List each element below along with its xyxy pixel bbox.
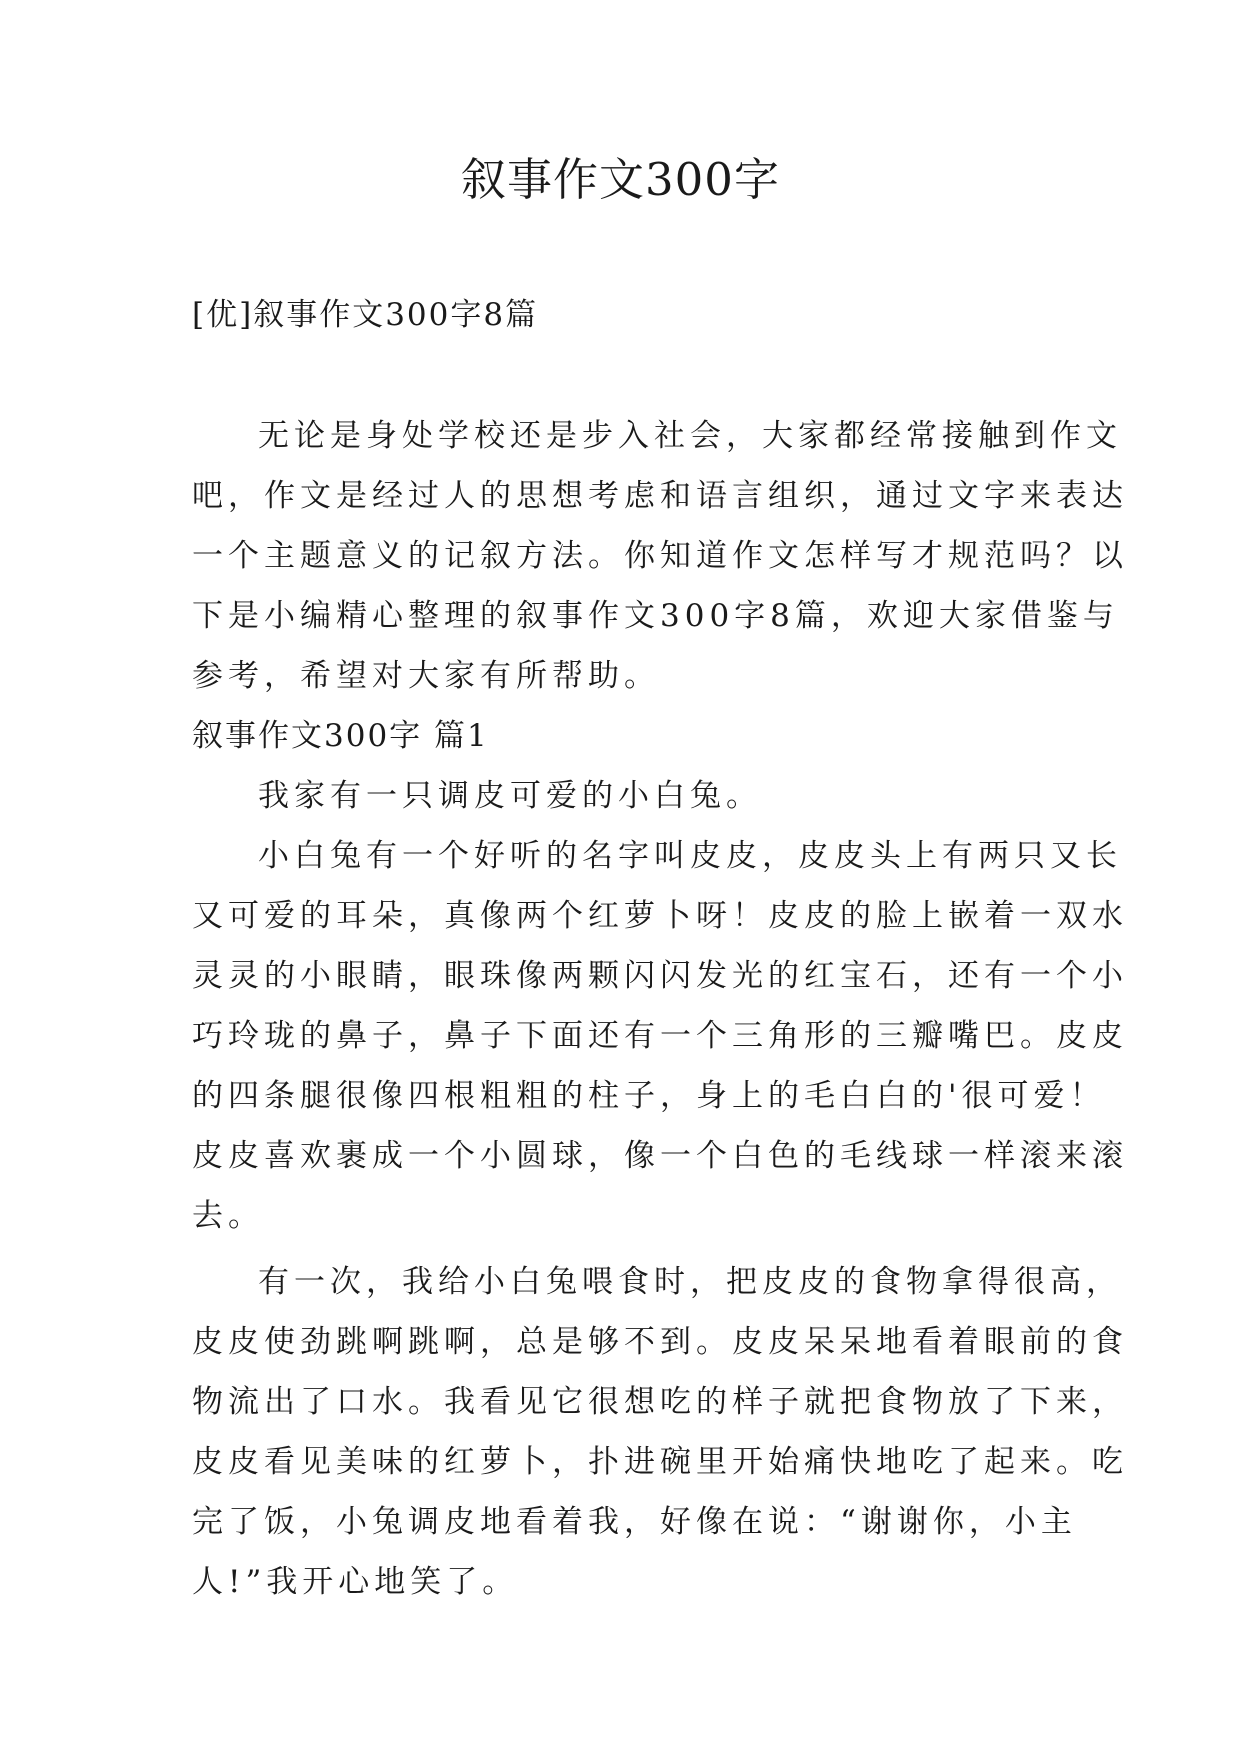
- paragraph-line: 物流出了口水。我看见它很想吃的样子就把食物放了下来，: [192, 1384, 1128, 1420]
- intro-line: 吧，作文是经过人的思想考虑和语言组织，通过文字来表达: [192, 478, 1128, 514]
- paragraph-line: 人!”我开心地笑了。: [192, 1564, 519, 1600]
- paragraph-line: 的四条腿很像四根粗粗的柱子，身上的毛白白的'很可爱！: [192, 1078, 1106, 1114]
- paragraph-line: 皮皮看见美味的红萝卜，扑进碗里开始痛快地吃了起来。吃: [192, 1444, 1128, 1480]
- paragraph-line: 小白兔有一个好听的名字叫皮皮，皮皮头上有两只又长: [258, 838, 1122, 874]
- page-title: 叙事作文300字: [461, 153, 780, 206]
- paragraph-line: 有一次，我给小白兔喂食时，把皮皮的食物拿得很高，: [258, 1264, 1122, 1300]
- paragraph-line: 我家有一只调皮可爱的小白兔。: [258, 778, 762, 814]
- intro-line: 参考，希望对大家有所帮助。: [192, 658, 660, 694]
- paragraph-line: 又可爱的耳朵，真像两个红萝卜呀！皮皮的脸上嵌着一双水: [192, 898, 1128, 934]
- intro-line: 一个主题意义的记叙方法。你知道作文怎样写才规范吗？以: [192, 538, 1128, 574]
- intro-line: 无论是身处学校还是步入社会，大家都经常接触到作文: [258, 418, 1122, 454]
- paragraph-line: 皮皮使劲跳啊跳啊，总是够不到。皮皮呆呆地看着眼前的食: [192, 1324, 1128, 1360]
- paragraph-line: 皮皮喜欢裹成一个小圆球，像一个白色的毛线球一样滚来滚: [192, 1138, 1128, 1174]
- section-heading: 叙事作文300字 篇1: [192, 718, 489, 754]
- paragraph-line: 完了饭，小兔调皮地看着我，好像在说：“谢谢你，小主: [192, 1504, 1077, 1540]
- paragraph-line: 巧玲珑的鼻子，鼻子下面还有一个三角形的三瓣嘴巴。皮皮: [192, 1018, 1128, 1054]
- paragraph-line: 去。: [192, 1198, 264, 1234]
- paragraph-line: 灵灵的小眼睛，眼珠像两颗闪闪发光的红宝石，还有一个小: [192, 958, 1128, 994]
- intro-line: 下是小编精心整理的叙事作文300字8篇，欢迎大家借鉴与: [192, 598, 1119, 634]
- document-body: [192, 406, 1128, 1612]
- document-subtitle: [优]叙事作文300字8篇: [192, 297, 539, 333]
